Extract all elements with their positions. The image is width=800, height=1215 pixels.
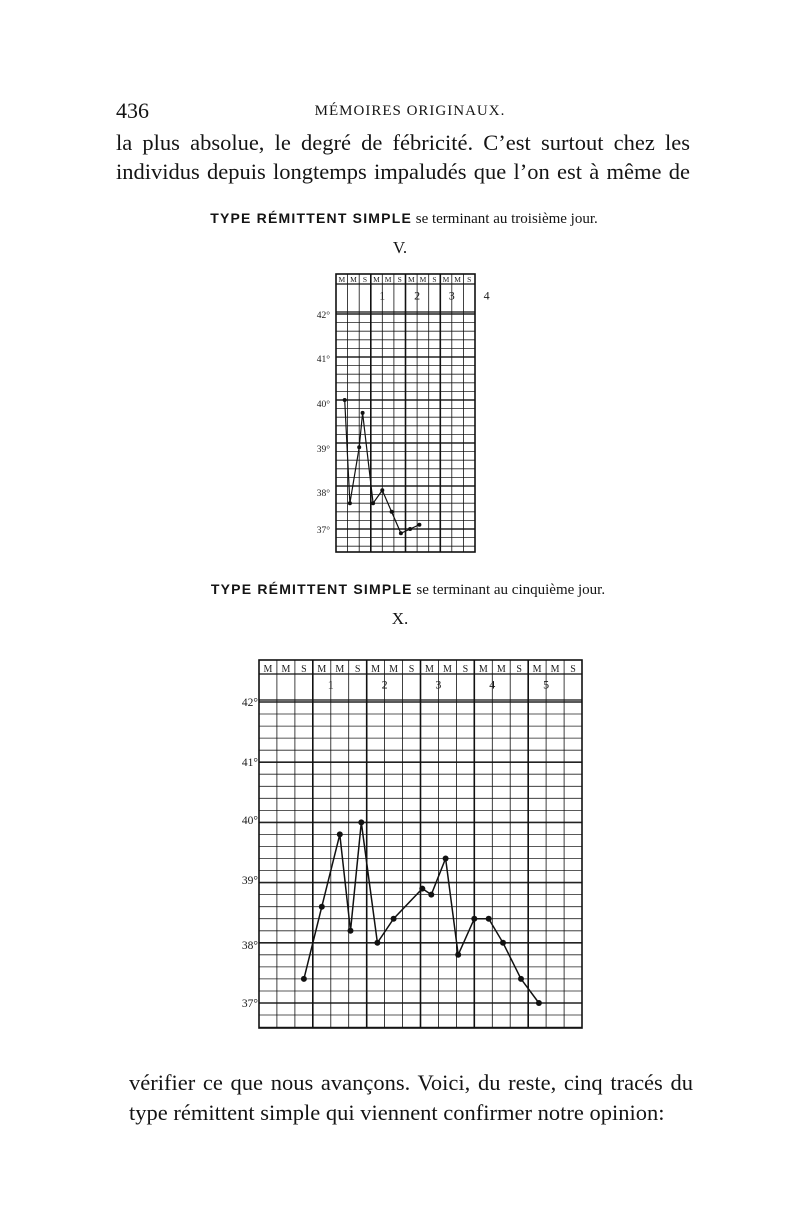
column-label: M [454, 275, 461, 284]
paragraph-line: individus depuis longtemps impaludés que l’on est à même de [116, 159, 690, 184]
column-label: M [478, 664, 488, 675]
day-label: 3 [448, 288, 455, 303]
day-label: 4 [489, 677, 496, 692]
y-tick-label: 41° [316, 355, 330, 365]
column-label: S [432, 275, 437, 284]
data-point [390, 510, 394, 514]
y-tick-label: 42° [316, 311, 330, 321]
column-label: M [496, 664, 506, 675]
column-label: S [516, 664, 522, 675]
column-label: M [442, 275, 450, 284]
column-label: M [335, 664, 345, 675]
data-point [357, 445, 361, 449]
data-point [443, 856, 449, 862]
data-point [348, 928, 354, 934]
y-tick-label: 38° [241, 940, 258, 952]
column-label: M [442, 664, 452, 675]
column-label: M [532, 664, 542, 675]
column-label: S [462, 664, 469, 675]
data-point [358, 819, 364, 825]
column-label: S [408, 664, 415, 675]
column-label: M [373, 275, 380, 284]
data-point [417, 523, 421, 527]
figure-caption-bold: TYPE RÉMITTENT SIMPLE [210, 581, 413, 597]
column-label: S [397, 275, 402, 284]
y-tick-label: 39° [316, 445, 330, 455]
column-label: M [338, 275, 346, 284]
data-point [518, 976, 524, 982]
running-title: MÉMOIRES ORIGINAUX. [314, 103, 506, 119]
column-label: M [384, 275, 392, 284]
data-point [486, 916, 492, 922]
column-label: M [425, 664, 434, 675]
day-label: 5 [543, 677, 550, 692]
data-point [391, 916, 397, 922]
day-label: 1 [327, 677, 334, 692]
data-point [536, 1000, 542, 1006]
day-label: 2 [381, 677, 388, 692]
data-point [399, 531, 403, 535]
column-label: M [389, 664, 399, 675]
data-point [319, 904, 325, 910]
column-label: M [550, 664, 560, 675]
column-label: M [281, 664, 291, 675]
y-tick-label: 42° [241, 697, 258, 709]
day-label: 4 [483, 288, 490, 303]
figure-caption-bold: TYPE RÉMITTENT SIMPLE [210, 210, 412, 226]
column-label: M [350, 275, 357, 284]
data-point [371, 501, 375, 505]
y-tick-label: 39° [241, 875, 258, 887]
y-tick-label: 37° [316, 526, 330, 536]
column-label: M [419, 275, 427, 284]
temperature-line [304, 822, 539, 1003]
page-number: 436 [116, 98, 149, 123]
data-point [455, 952, 461, 958]
column-label: S [354, 664, 361, 675]
chart-2 [242, 660, 582, 1028]
figure-caption-text: se terminant au troisième jour. [411, 211, 598, 227]
data-point [337, 831, 343, 837]
data-point [500, 940, 506, 946]
figure-caption-text: se terminant au cinquième jour. [412, 582, 606, 598]
data-point [419, 886, 425, 892]
figure-number: V. [392, 238, 408, 257]
data-point [348, 501, 352, 505]
column-label: M [317, 664, 327, 675]
paragraph-line: vérifier ce que nous avançons. Voici, du reste, cinq tracés du [129, 1070, 693, 1095]
data-point [380, 488, 384, 492]
data-point [428, 892, 434, 898]
data-point [374, 940, 380, 946]
y-tick-label: 40° [316, 400, 330, 410]
column-label: M [407, 275, 415, 284]
day-label: 2 [414, 288, 421, 303]
chart-1 [317, 274, 490, 552]
paragraph-line: la plus absolue, le degré de fébricité. C’est surtout chez les [116, 130, 690, 155]
column-label: M [263, 664, 273, 675]
paragraph-line: type rémittent simple qui viennent confirmer notre opinion: [129, 1100, 665, 1125]
y-tick-label: 41° [241, 757, 258, 769]
y-tick-label: 38° [316, 489, 330, 499]
column-label: S [570, 664, 576, 675]
y-tick-label: 37° [241, 998, 258, 1010]
column-label: S [467, 275, 472, 284]
column-label: M [371, 664, 381, 675]
data-point [361, 411, 365, 415]
day-label: 3 [435, 677, 442, 692]
data-point [471, 916, 477, 922]
data-point [301, 976, 307, 982]
column-label: S [362, 275, 368, 284]
data-point [343, 398, 347, 402]
figure-number: X. [391, 609, 409, 628]
y-tick-label: 40° [241, 815, 258, 827]
data-point [408, 527, 412, 531]
column-label: S [301, 664, 307, 675]
day-label: 1 [379, 288, 386, 303]
